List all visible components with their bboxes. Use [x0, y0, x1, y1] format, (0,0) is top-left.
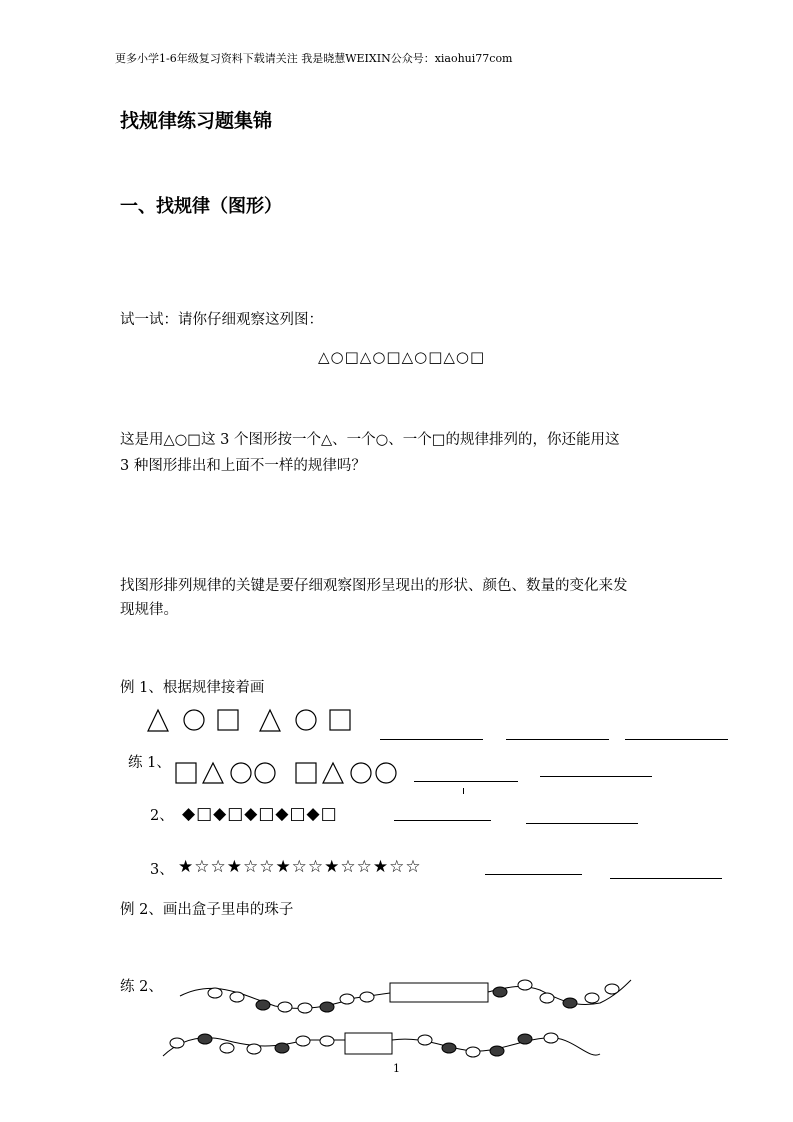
bead-solid	[563, 998, 577, 1008]
bead-strings	[155, 968, 635, 1068]
square-icon	[218, 710, 238, 730]
square-icon	[330, 710, 350, 730]
page-title: 找规律练习题集锦	[120, 110, 273, 132]
bead-solid	[493, 987, 507, 997]
example-1-shapes	[145, 706, 365, 734]
bead-hollow	[605, 984, 619, 994]
bead-hollow	[418, 1035, 432, 1045]
section-heading: 一、找规律（图形）	[120, 196, 282, 217]
bead-hollow	[170, 1038, 184, 1048]
bead-solid	[442, 1043, 456, 1053]
bead-box	[390, 983, 488, 1002]
square-icon	[296, 763, 316, 783]
bead-hollow	[540, 993, 554, 1003]
practice-1-item-2-sequence: ◆□◆□◆□◆□◆□	[182, 804, 338, 824]
practice-2-label: 练 2、	[120, 979, 163, 995]
bead-hollow	[296, 1036, 310, 1046]
answer-blank[interactable]	[394, 820, 491, 821]
bead-hollow	[320, 1036, 334, 1046]
bead-hollow	[544, 1033, 558, 1043]
triangle-icon	[260, 710, 280, 731]
bead-hollow	[230, 992, 244, 1002]
bead-solid	[275, 1043, 289, 1053]
answer-blank[interactable]	[380, 739, 483, 740]
practice-1-shapes	[172, 760, 404, 786]
bead-hollow	[518, 980, 532, 990]
bead-hollow	[247, 1044, 261, 1054]
paragraph-2-line-1: 找图形排列规律的关键是要仔细观察图形呈现出的形状、颜色、数量的变化来发	[120, 578, 628, 594]
answer-blank[interactable]	[610, 878, 722, 879]
bead-hollow	[278, 1002, 292, 1012]
page-number: 1	[393, 1062, 400, 1075]
bead-solid	[198, 1034, 212, 1044]
answer-blank[interactable]	[506, 739, 609, 740]
answer-blank[interactable]	[414, 781, 518, 782]
paragraph-1-line-1: 这是用△○□这 3 个图形按一个△、一个○、一个□的规律排列的，你还能用这	[120, 432, 620, 448]
circle-icon	[231, 763, 251, 783]
bead-solid	[490, 1046, 504, 1056]
practice-1-label: 练 1、	[128, 755, 171, 771]
try-prompt: 试一试：请你仔细观察这列图：	[120, 312, 323, 328]
header-note: 更多小学1-6年级复习资料下载请关注 我是晓慧WEIXIN公众号：xiaohui77com	[115, 52, 513, 65]
triangle-icon	[203, 763, 223, 783]
bead-solid	[518, 1034, 532, 1044]
practice-1-item-3-label: 3、	[150, 862, 174, 878]
bead-hollow	[585, 993, 599, 1003]
stray-mark	[463, 788, 464, 794]
example-1-label: 例 1、根据规律接着画	[120, 680, 265, 696]
shape-sequence: △○□△○□△○□△○□	[318, 348, 486, 366]
answer-blank[interactable]	[485, 874, 582, 875]
triangle-icon	[323, 763, 343, 783]
circle-icon	[376, 763, 396, 783]
bead-solid	[256, 1000, 270, 1010]
bead-hollow	[220, 1043, 234, 1053]
bead-hollow	[360, 992, 374, 1002]
bead-hollow	[466, 1047, 480, 1057]
circle-icon	[255, 763, 275, 783]
bead-box	[345, 1033, 392, 1054]
answer-blank[interactable]	[625, 739, 728, 740]
circle-icon	[296, 710, 316, 730]
answer-blank[interactable]	[540, 776, 652, 777]
bead-hollow	[340, 994, 354, 1004]
practice-1-item-2-label: 2、	[150, 808, 174, 824]
circle-icon	[184, 710, 204, 730]
bead-hollow	[208, 988, 222, 998]
example-2-label: 例 2、画出盒子里串的珠子	[120, 902, 294, 918]
paragraph-2-line-2: 现规律。	[120, 602, 178, 618]
bead-hollow	[298, 1003, 312, 1013]
circle-icon	[351, 763, 371, 783]
triangle-icon	[148, 710, 168, 731]
square-icon	[176, 763, 196, 783]
practice-1-item-3-sequence: ★☆☆★☆☆★☆☆★☆☆★☆☆	[178, 857, 422, 877]
paragraph-1-line-2: 3 种图形排出和上面不一样的规律吗？	[120, 458, 366, 474]
answer-blank[interactable]	[526, 823, 638, 824]
bead-solid	[320, 1002, 334, 1012]
